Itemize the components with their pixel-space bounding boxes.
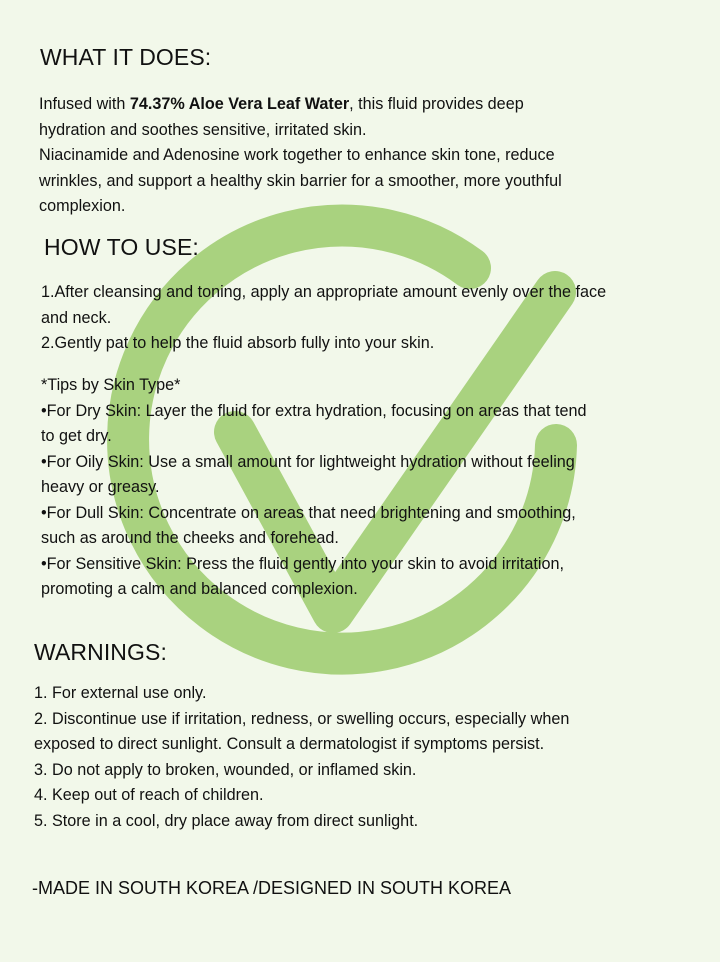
warning-line: 5. Store in a cool, dry place away from direct sunlight.: [34, 811, 419, 830]
what-it-does-line-1: Infused with 74.37% Aloe Vera Leaf Water, this fluid provides deep: [39, 95, 524, 113]
warnings-heading: WARNINGS:: [34, 639, 167, 665]
tip-line: •For Dry Skin: Layer the fluid for extra hydration, focusing on areas that tend: [41, 401, 587, 420]
how-to-use-line: 1.After cleansing and toning, apply an appropriate amount evenly over the face: [41, 283, 607, 301]
warning-line: exposed to direct sunlight. Consult a dermatologist if symptoms persist.: [34, 735, 545, 753]
aloe-highlight: 74.37% Aloe Vera Leaf Water: [129, 95, 350, 113]
warning-line: 3. Do not apply to broken, wounded, or inflamed skin.: [34, 760, 417, 779]
warnings-list: [34, 681, 569, 834]
tip-line: heavy or greasy.: [41, 478, 160, 496]
warning-line: 2. Discontinue use if irritation, redness, or swelling occurs, especially when: [34, 709, 570, 728]
how-to-use-heading: HOW TO USE:: [44, 234, 199, 260]
tip-line: to get dry.: [41, 427, 112, 445]
what-it-does-paragraph: [39, 92, 562, 220]
what-it-does-line-4: wrinkles, and support a healthy skin barrier for a smoother, more youthful: [39, 171, 562, 190]
warning-line: 1. For external use only.: [34, 684, 207, 702]
tip-line: promoting a calm and balanced complexion.: [41, 580, 358, 598]
origin-footer: -MADE IN SOUTH KOREA /DESIGNED IN SOUTH KOREA: [32, 878, 512, 898]
skin-type-tips: [41, 373, 587, 603]
what-it-does-line-3: Niacinamide and Adenosine work together to enhance skin tone, reduce: [39, 146, 555, 164]
tip-line: •For Dull Skin: Concentrate on areas that need brightening and smoothing,: [41, 503, 576, 522]
how-to-use-line: 2.Gently pat to help the fluid absorb fully into your skin.: [41, 334, 435, 352]
tip-line: such as around the cheeks and forehead.: [41, 529, 339, 547]
tip-line: •For Oily Skin: Use a small amount for lightweight hydration without feeling: [41, 452, 575, 471]
what-it-does-heading: WHAT IT DOES:: [40, 44, 212, 70]
warning-line: 4. Keep out of reach of children.: [34, 786, 264, 804]
how-to-use-steps: [41, 280, 606, 357]
how-to-use-line: and neck.: [41, 308, 112, 327]
tip-line: •For Sensitive Skin: Press the fluid gently into your skin to avoid irritation,: [41, 554, 565, 573]
tips-title: *Tips by Skin Type*: [41, 376, 181, 394]
what-it-does-line-5: complexion.: [39, 197, 126, 215]
what-it-does-line-2: hydration and soothes sensitive, irritated skin.: [39, 120, 367, 139]
